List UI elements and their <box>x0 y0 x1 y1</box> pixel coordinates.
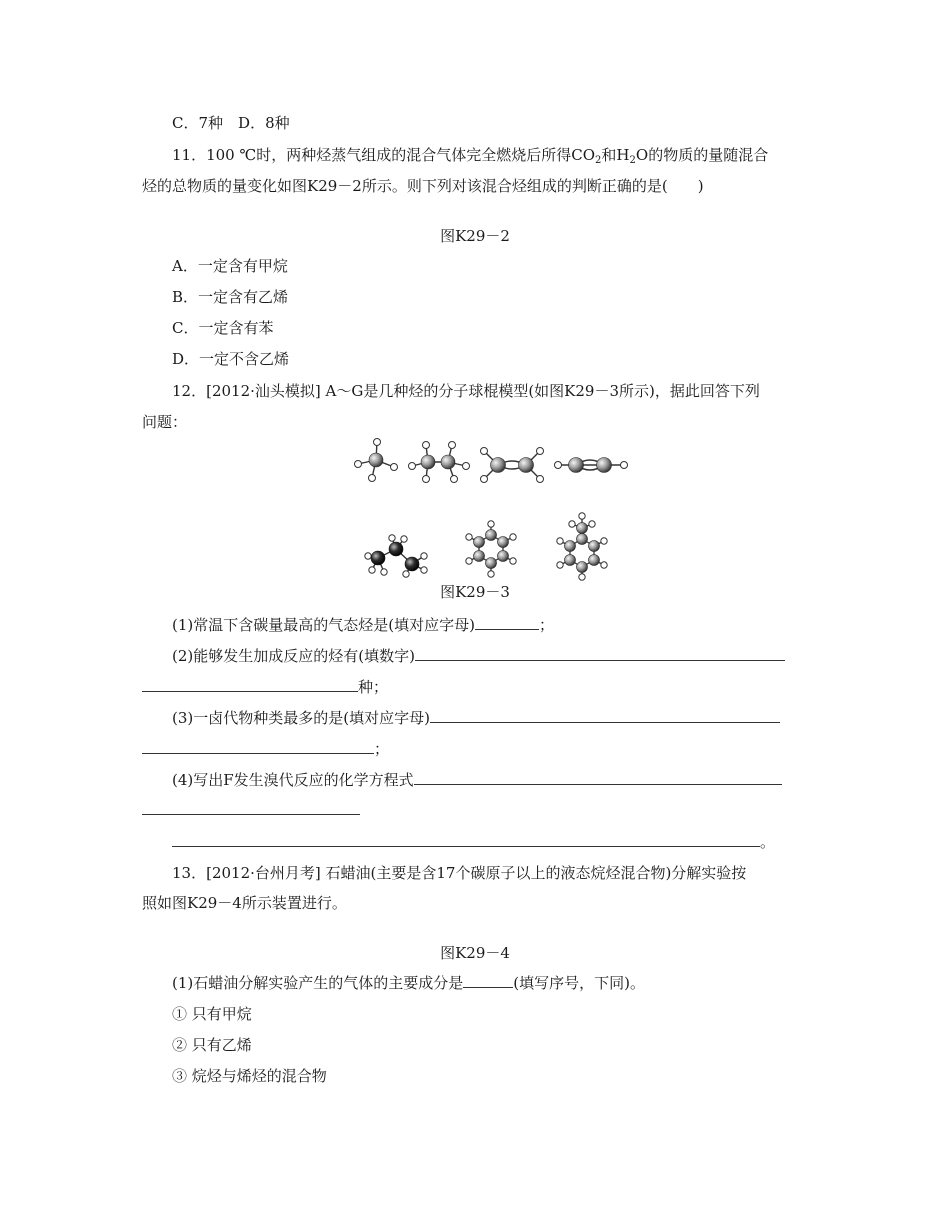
question-12-line-1: 12．[2012·汕头模拟] A～G是几种烃的分子球棍模型(如图K29－3所示)，据此回答下列 <box>172 382 760 400</box>
molecule-d-acetylene <box>552 450 632 480</box>
molecule-e-propane <box>362 534 432 578</box>
question-10-options <box>172 113 290 133</box>
option-c: C．7种 <box>172 114 224 132</box>
answer-blank-2a[interactable] <box>415 646 785 661</box>
question-13-line-2: 照如图K29－4所示装置进行。 <box>142 894 347 912</box>
molecule-a-methane <box>350 434 402 484</box>
q11-option-c: C．一定含有苯 <box>172 319 274 337</box>
molecule-g-toluene <box>552 508 612 582</box>
q12-sub-2: (2)能够发生加成反应的烃有(填数字) <box>172 646 785 666</box>
question-11-line-2: 烃的总物质的量变化如图K29－2所示。则下列对该混合烃组成的判断正确的是( ) <box>142 177 704 195</box>
q11-option-a: A．一定含有甲烷 <box>172 257 288 275</box>
answer-blank-3b[interactable] <box>142 739 374 754</box>
answer-blank-3a[interactable] <box>430 708 780 723</box>
answer-blank-1[interactable] <box>475 615 539 630</box>
answer-blank-2b[interactable] <box>142 677 358 692</box>
answer-blank-4a[interactable] <box>414 770 782 785</box>
figure-caption-k29-4: 图K29－4 <box>440 944 510 962</box>
molecule-f-benzene <box>462 518 520 580</box>
question-11-line-1: 11．100 ℃时，两种烃蒸气组成的混合气体完全燃烧后所得$CO_2$和$H_2O$的物质的量随混合 <box>172 146 769 166</box>
figure-caption-k29-3: 图K29－3 <box>440 583 510 601</box>
molecule-c-ethylene <box>476 444 548 486</box>
q12-sub-3: (3)一卤代物种类最多的是(填对应字母) <box>172 708 780 728</box>
answer-blank-4b[interactable] <box>142 814 360 815</box>
figure-caption-k29-2: 图K29－2 <box>440 227 510 245</box>
q11-option-b: B．一定含有乙烯 <box>172 288 289 306</box>
q13-sub-1: (1)石蜡油分解实验产生的气体的主要成分是 (填写序号，下同)。 <box>172 974 645 992</box>
q13-choice-1: ① 只有甲烷 <box>172 1005 252 1023</box>
answer-blank-4c[interactable] <box>172 832 760 847</box>
q12-sub-2-cont: 种； <box>142 677 388 697</box>
question-12-line-2: 问题： <box>142 413 188 431</box>
answer-blank-13-1[interactable] <box>463 973 513 988</box>
q13-choice-2: ② 只有乙烯 <box>172 1036 252 1054</box>
molecule-b-ethane <box>406 438 472 484</box>
q12-sub-1: (1)常温下含碳量最高的气态烃是(填对应字母) ； <box>172 616 554 634</box>
q12-sub-3-cont: ； <box>142 739 389 759</box>
question-13-line-1: 13．[2012·台州月考] 石蜡油(主要是含17个碳原子以上的液态烷烃混合物)分解实验按 <box>172 864 747 882</box>
q12-sub-4: (4)写出F发生溴代反应的化学方程式 <box>172 770 782 790</box>
q12-sub-4-end: 。 <box>172 832 775 852</box>
option-d: D．8种 <box>238 114 290 132</box>
q13-choice-3: ③ 烷烃与烯烃的混合物 <box>172 1067 327 1085</box>
q11-option-d: D．一定不含乙烯 <box>172 350 290 368</box>
